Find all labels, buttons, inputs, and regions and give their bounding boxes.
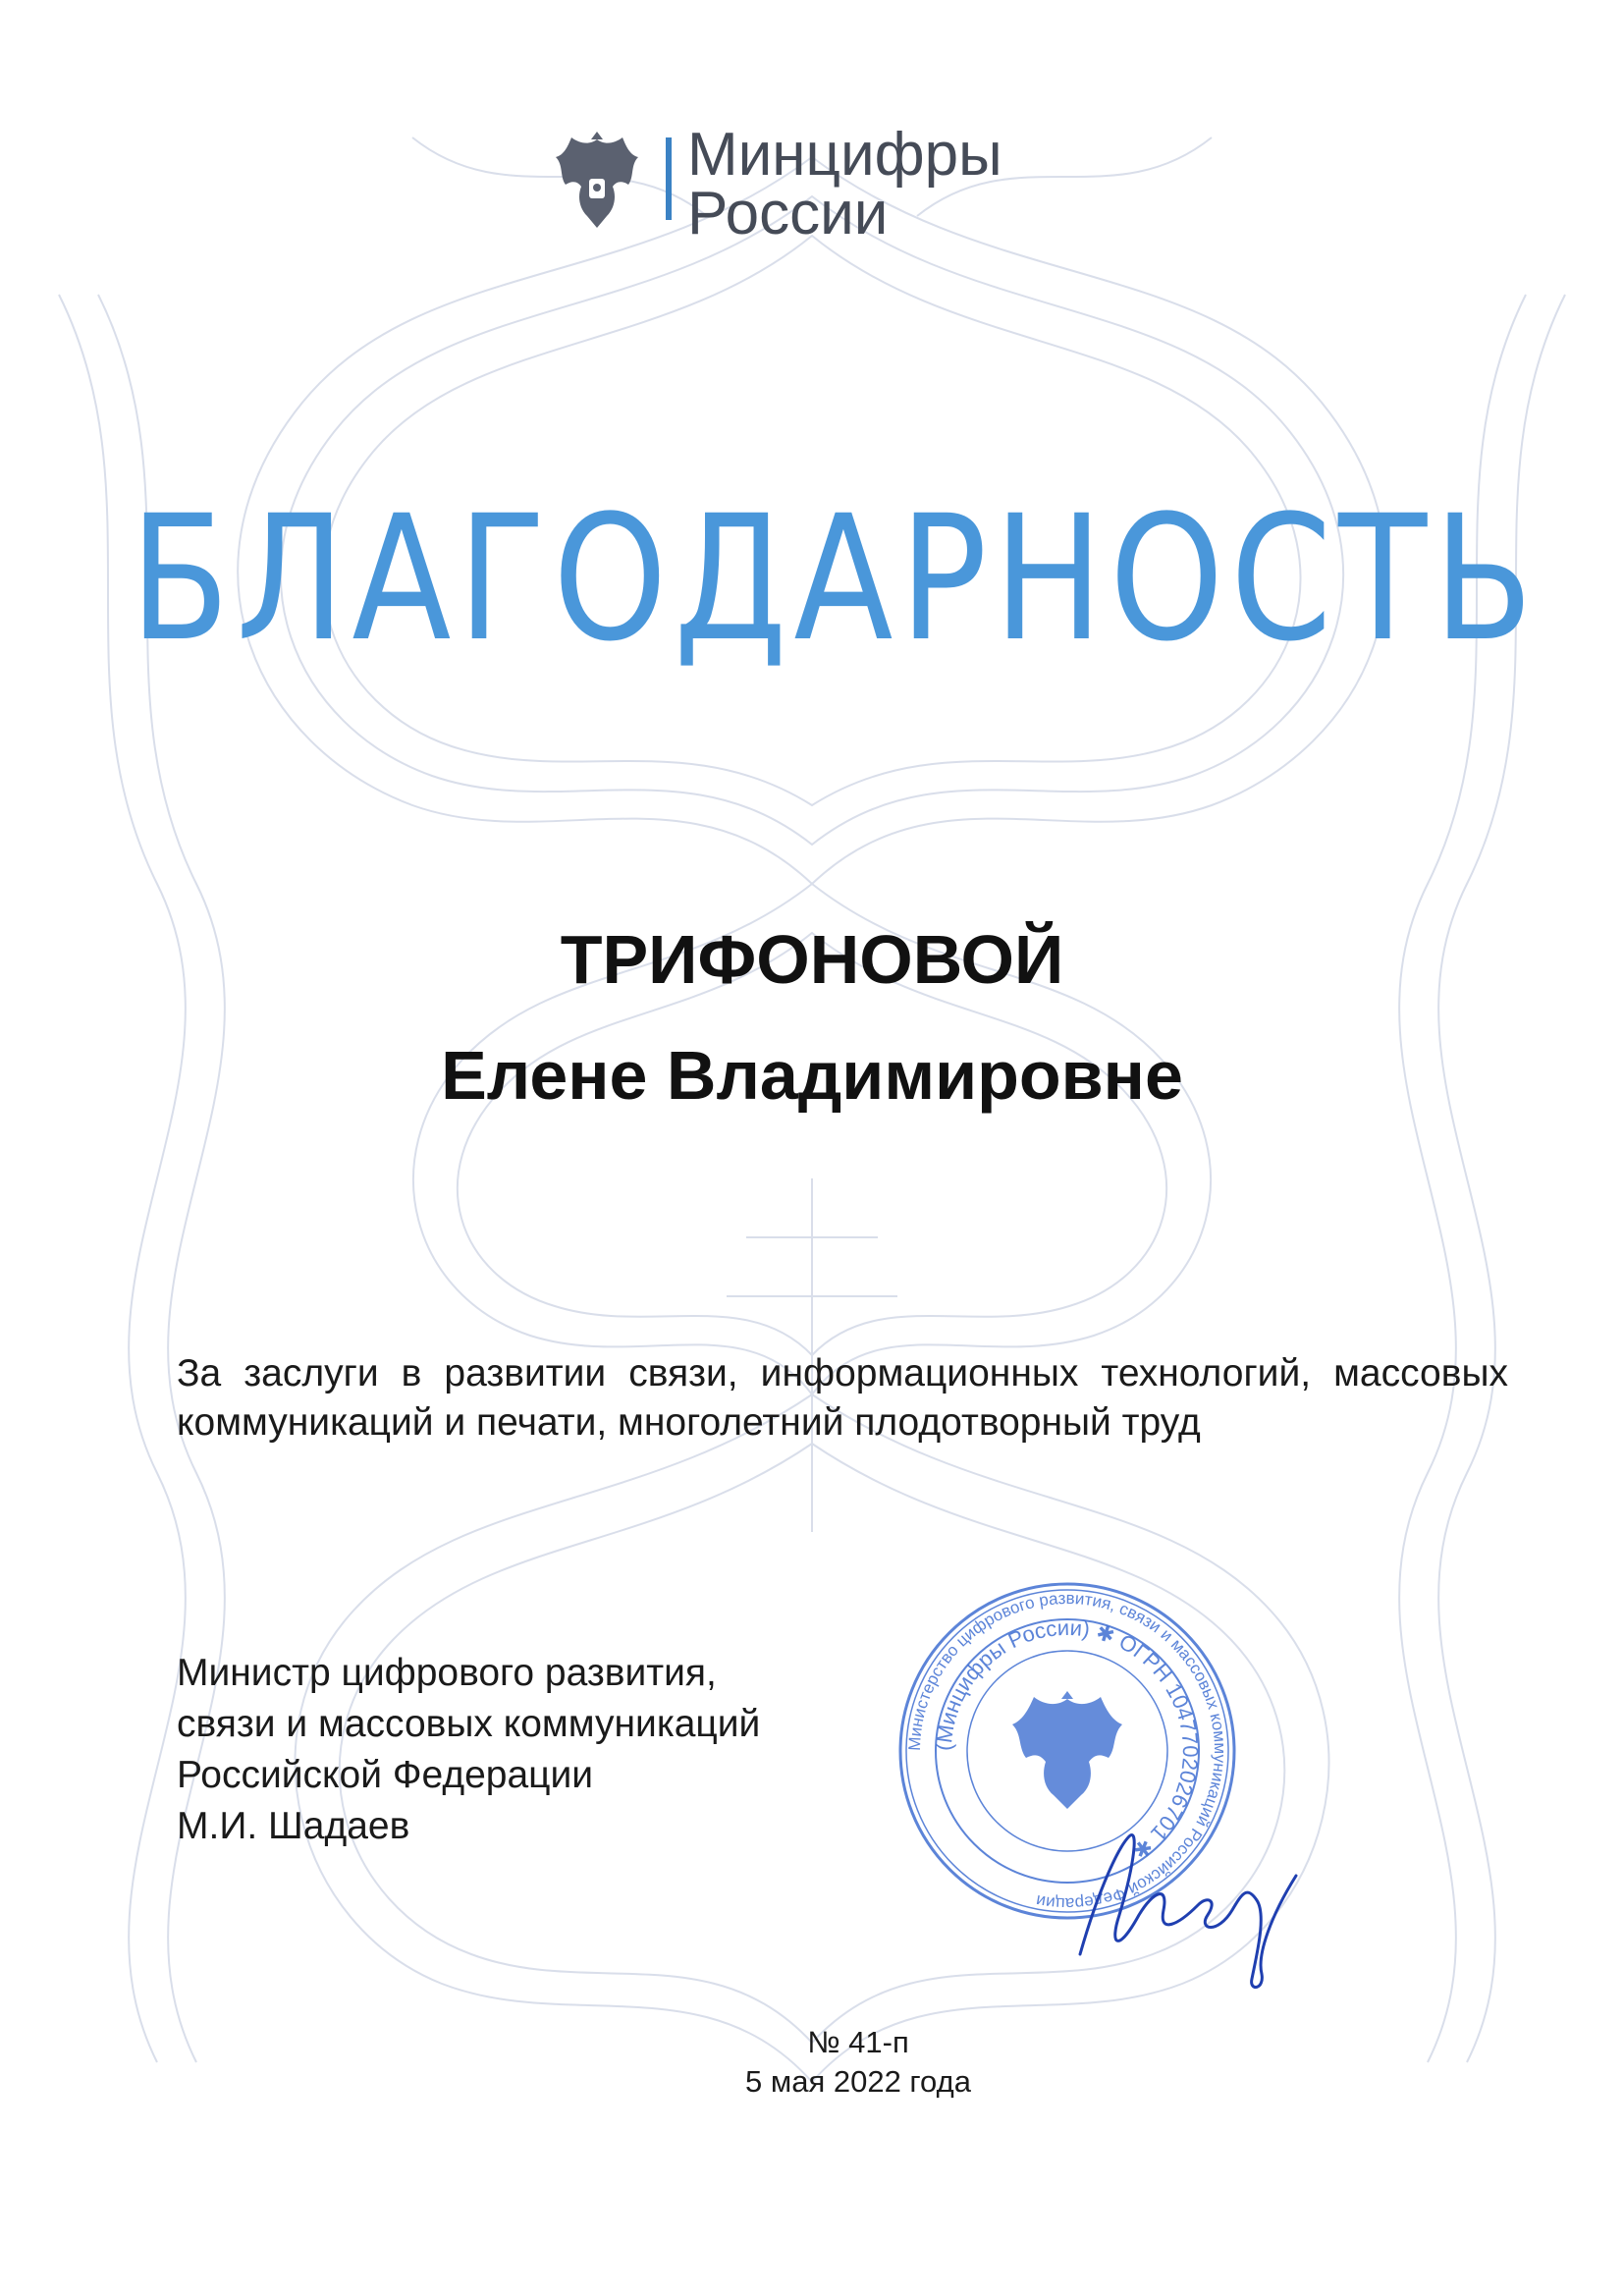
seal-outer-text: Министерство цифрового развития, связи и массовых коммуникаций Российской Федерации [904,1588,1230,1914]
document-number: № 41-п [807,2025,909,2059]
logo-wordmark [687,121,1002,247]
seal-inner-text: (Минцифры России) ✱ ОГРН 1047702026701 ✱ [931,1614,1204,1864]
signer-title-line-3: Российской Федерации [177,1754,594,1796]
seal-eagle-icon [1012,1691,1122,1809]
signer-block [177,1648,923,1852]
ministry-logo [550,121,1060,247]
signer-title-line-1: Министр цифрового развития, [177,1652,717,1694]
signer-name: М.И. Шадаев [177,1805,410,1847]
double-headed-eagle-icon [550,126,644,234]
logo-line-2: России [687,180,889,247]
award-reason: За заслуги в развитии связи, информационных технологий, массовых коммуникаций и печати, многолетний плодотворный труд [177,1352,1508,1444]
logo-divider [666,137,672,220]
logo-line-1: Минцифры [687,121,1002,189]
document-date: 5 мая 2022 года [745,2064,971,2099]
recipient-last-name: ТРИФОНОВОЙ [560,921,1064,998]
handwritten-signature [1060,1807,1316,1994]
signer-title-line-2: связи и массовых коммуникаций [177,1703,761,1745]
recipient-first-names: Елене Владимировне [441,1037,1183,1114]
certificate-title: БЛАГОДАРНОСТЬ [130,478,1541,680]
